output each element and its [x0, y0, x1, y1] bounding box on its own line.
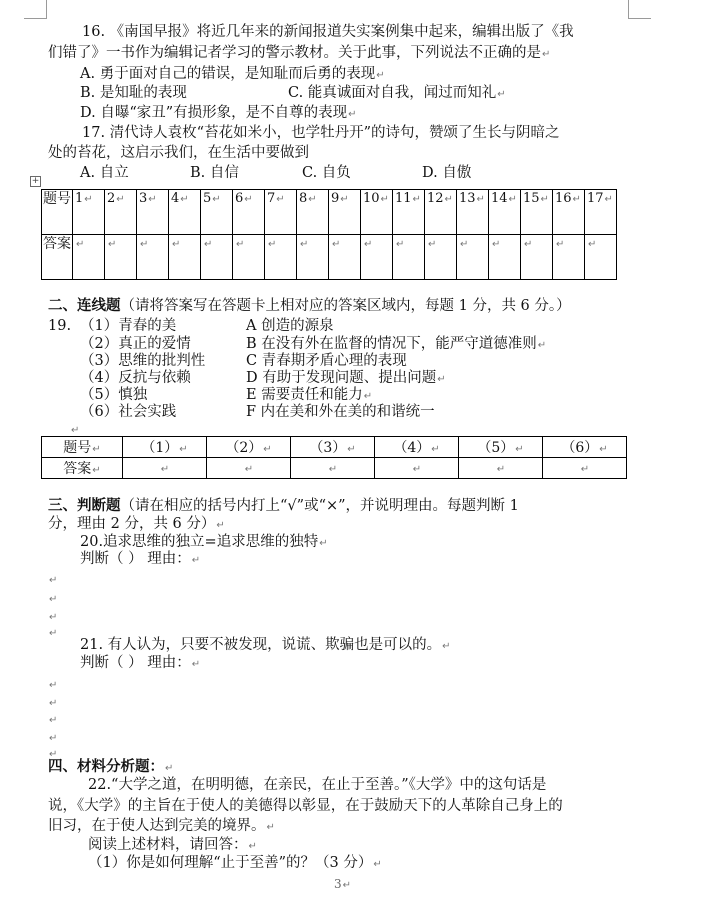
table-row [42, 437, 627, 458]
blank-answer-line[interactable]: ↵ [49, 715, 58, 726]
empty-line-mark: ↵ [71, 425, 80, 436]
q20-judge-line[interactable]: 判断（ ） 理由：↵ [80, 551, 201, 567]
q19-left-item: （4）反抗与依赖 [80, 370, 191, 386]
question-number-cell: 13↵ [457, 190, 489, 235]
q21-stem: 21. 有人认为，只要不被发现，说谎、欺骗也是可以的。↵ [80, 637, 451, 653]
q19-right-item: C 青春期矛盾心理的表现 [246, 353, 407, 369]
answer-cell[interactable]: ↵ [207, 458, 291, 479]
q19-number: 19. [48, 318, 72, 334]
answer-cell[interactable]: ↵ [553, 235, 585, 280]
answer-cell[interactable]: ↵ [375, 458, 459, 479]
question-number-cell: 8↵ [297, 190, 329, 235]
answer-cell[interactable]: ↵ [105, 235, 137, 280]
q17-option-b: B. 自信 [190, 165, 239, 181]
q19-right-item: D 有助于发现问题、提出问题↵ [246, 370, 446, 386]
answer-cell[interactable]: ↵ [73, 235, 105, 280]
q17-stem-line2: 处的苔花，这启示我们，在生活中要做到 [48, 145, 309, 161]
question-number-cell: （5）↵ [459, 437, 543, 458]
answer-cell[interactable]: ↵ [489, 235, 521, 280]
q16-stem-line2: 们错了》一书作为编辑记者学习的警示教材。关于此事，下列说法不正确的是↵ [48, 45, 551, 61]
section3-heading: 三、判断题（请在相应的括号内打上“√”或“×”，并说明理由。每题判断 1 [48, 497, 519, 514]
blank-answer-line[interactable]: ↵ [49, 749, 58, 760]
q19-left-item: （3）思维的批判性 [80, 353, 206, 369]
page-number: 3↵ [334, 877, 352, 891]
section2-heading: 二、连线题（请将答案写在答题卡上相对应的答案区域内，每题 1 分，共 6 分。） [48, 297, 571, 314]
question-number-cell: 12↵ [425, 190, 457, 235]
question-number-cell: 17↵ [585, 190, 617, 235]
question-number-cell: 9↵ [329, 190, 361, 235]
blank-answer-line[interactable]: ↵ [49, 698, 58, 709]
q16-option-c: C. 能真诚面对自我，闻过而知礼↵ [288, 85, 506, 101]
question-number-cell: 10↵ [361, 190, 393, 235]
table-move-handle-icon[interactable]: + [31, 176, 40, 186]
question-number-cell: 15↵ [521, 190, 553, 235]
q19-right-item: E 需要责任和能力↵ [246, 387, 373, 403]
question-number-cell: 1↵ [73, 190, 105, 235]
answer-cell[interactable]: ↵ [297, 235, 329, 280]
blank-answer-line[interactable]: ↵ [49, 733, 58, 744]
answer-cell[interactable]: ↵ [233, 235, 265, 280]
table-row [42, 235, 617, 280]
question-number-cell: 16↵ [553, 190, 585, 235]
question-number-cell: 4↵ [169, 190, 201, 235]
q22-read-prompt: 阅读上述材料，请回答：↵ [88, 837, 257, 853]
q17-option-d: D. 自傲 [422, 165, 472, 181]
q16-stem-line1: 16. 《南国早报》将近几年来的新闻报道失实案例集中起来，编辑出版了《我 [82, 24, 574, 40]
q19-right-item: B 在没有外在监督的情况下，能严守道德准则↵ [246, 336, 547, 352]
question-number-cell: （2）↵ [207, 437, 291, 458]
q19-right-item: F 内在美和外在美的和谐统一 [246, 404, 435, 420]
question-number-cell: 6↵ [233, 190, 265, 235]
answer-cell[interactable]: ↵ [169, 235, 201, 280]
q19-left-item: （6）社会实践 [80, 404, 177, 420]
answer-table-2 [41, 436, 627, 479]
blank-answer-line[interactable]: ↵ [49, 594, 58, 605]
q22-line1: 22.“大学之道，在明明德，在亲民，在止于至善。”《大学》中的这句话是 [88, 777, 547, 793]
table-header-question: 题号 [42, 190, 73, 235]
q19-left-item: （1）青春的美 [80, 318, 177, 334]
answer-cell[interactable]: ↵ [425, 235, 457, 280]
question-number-cell: 7↵ [265, 190, 297, 235]
q19-left-item: （5）慎独 [80, 387, 148, 403]
q17-option-a: A. 自立 [80, 165, 129, 181]
answer-cell[interactable]: ↵ [543, 458, 627, 479]
answer-cell[interactable]: ↵ [329, 235, 361, 280]
answer-cell[interactable]: ↵ [265, 235, 297, 280]
section3-instruction-line2: 分，理由 2 分，共 6 分）↵ [48, 516, 225, 532]
question-number-cell: 2↵ [105, 190, 137, 235]
q20-stem: 20.追求思维的独立=追求思维的独特↵ [80, 534, 328, 550]
answer-cell[interactable]: ↵ [291, 458, 375, 479]
q17-stem-line1: 17. 清代诗人袁枚“苔花如米小，也学牡丹开”的诗句，赞颂了生长与阴暗之 [82, 125, 560, 141]
question-number-cell: 3↵ [137, 190, 169, 235]
q19-right-item: A 创造的源泉 [246, 318, 334, 334]
q16-option-b: B. 是知耻的表现 [80, 85, 187, 101]
blank-answer-line[interactable]: ↵ [49, 575, 58, 586]
answer-cell[interactable]: ↵ [521, 235, 553, 280]
answer-cell[interactable]: ↵ [459, 458, 543, 479]
answer-cell[interactable]: ↵ [137, 235, 169, 280]
answer-cell[interactable]: ↵ [201, 235, 233, 280]
q22-line2: 说，《大学》的主旨在于使人的美德得以彰显，在于鼓励天下的人革除自己身上的 [48, 798, 563, 814]
table-row [42, 190, 617, 235]
table-header-answer: 答案 [42, 235, 73, 280]
crop-mark-top-right [628, 0, 651, 19]
crop-mark-top-left [24, 0, 47, 19]
question-number-cell: （3）↵ [291, 437, 375, 458]
question-number-cell: （4）↵ [375, 437, 459, 458]
question-number-cell: 5↵ [201, 190, 233, 235]
answer-cell[interactable]: ↵ [585, 235, 617, 280]
table-header-answer: 答案↵ [42, 458, 123, 479]
question-number-cell: （6）↵ [543, 437, 627, 458]
q21-judge-line[interactable]: 判断（ ） 理由：↵ [80, 655, 201, 671]
q22-subquestion-1: （1）你是如何理解“止于至善”的？（3 分）↵ [88, 855, 382, 871]
q16-option-a: A. 勇于面对自己的错误，是知耻而后勇的表现↵ [80, 66, 385, 82]
question-number-cell: 11↵ [393, 190, 425, 235]
answer-cell[interactable]: ↵ [361, 235, 393, 280]
q17-option-c: C. 自负 [302, 165, 351, 181]
q16-option-d: D. 自曝“家丑”有损形象，是不自尊的表现↵ [80, 105, 357, 121]
q19-left-item: （2）真正的爱情 [80, 336, 191, 352]
question-number-cell: 14↵ [489, 190, 521, 235]
blank-answer-line[interactable]: ↵ [49, 612, 58, 623]
table-row [42, 458, 627, 479]
answer-table-1 [41, 189, 617, 280]
answer-cell[interactable]: ↵ [457, 235, 489, 280]
blank-answer-line[interactable]: ↵ [49, 628, 58, 639]
q22-line3: 旧习，在于使人达到完美的境界。↵ [48, 818, 275, 834]
table-header-question: 题号↵ [42, 437, 123, 458]
answer-cell[interactable]: ↵ [123, 458, 207, 479]
answer-cell[interactable]: ↵ [393, 235, 425, 280]
question-number-cell: （1）↵ [123, 437, 207, 458]
section4-heading: 四、材料分析题：↵ [48, 758, 174, 775]
blank-answer-line[interactable]: ↵ [49, 680, 58, 691]
